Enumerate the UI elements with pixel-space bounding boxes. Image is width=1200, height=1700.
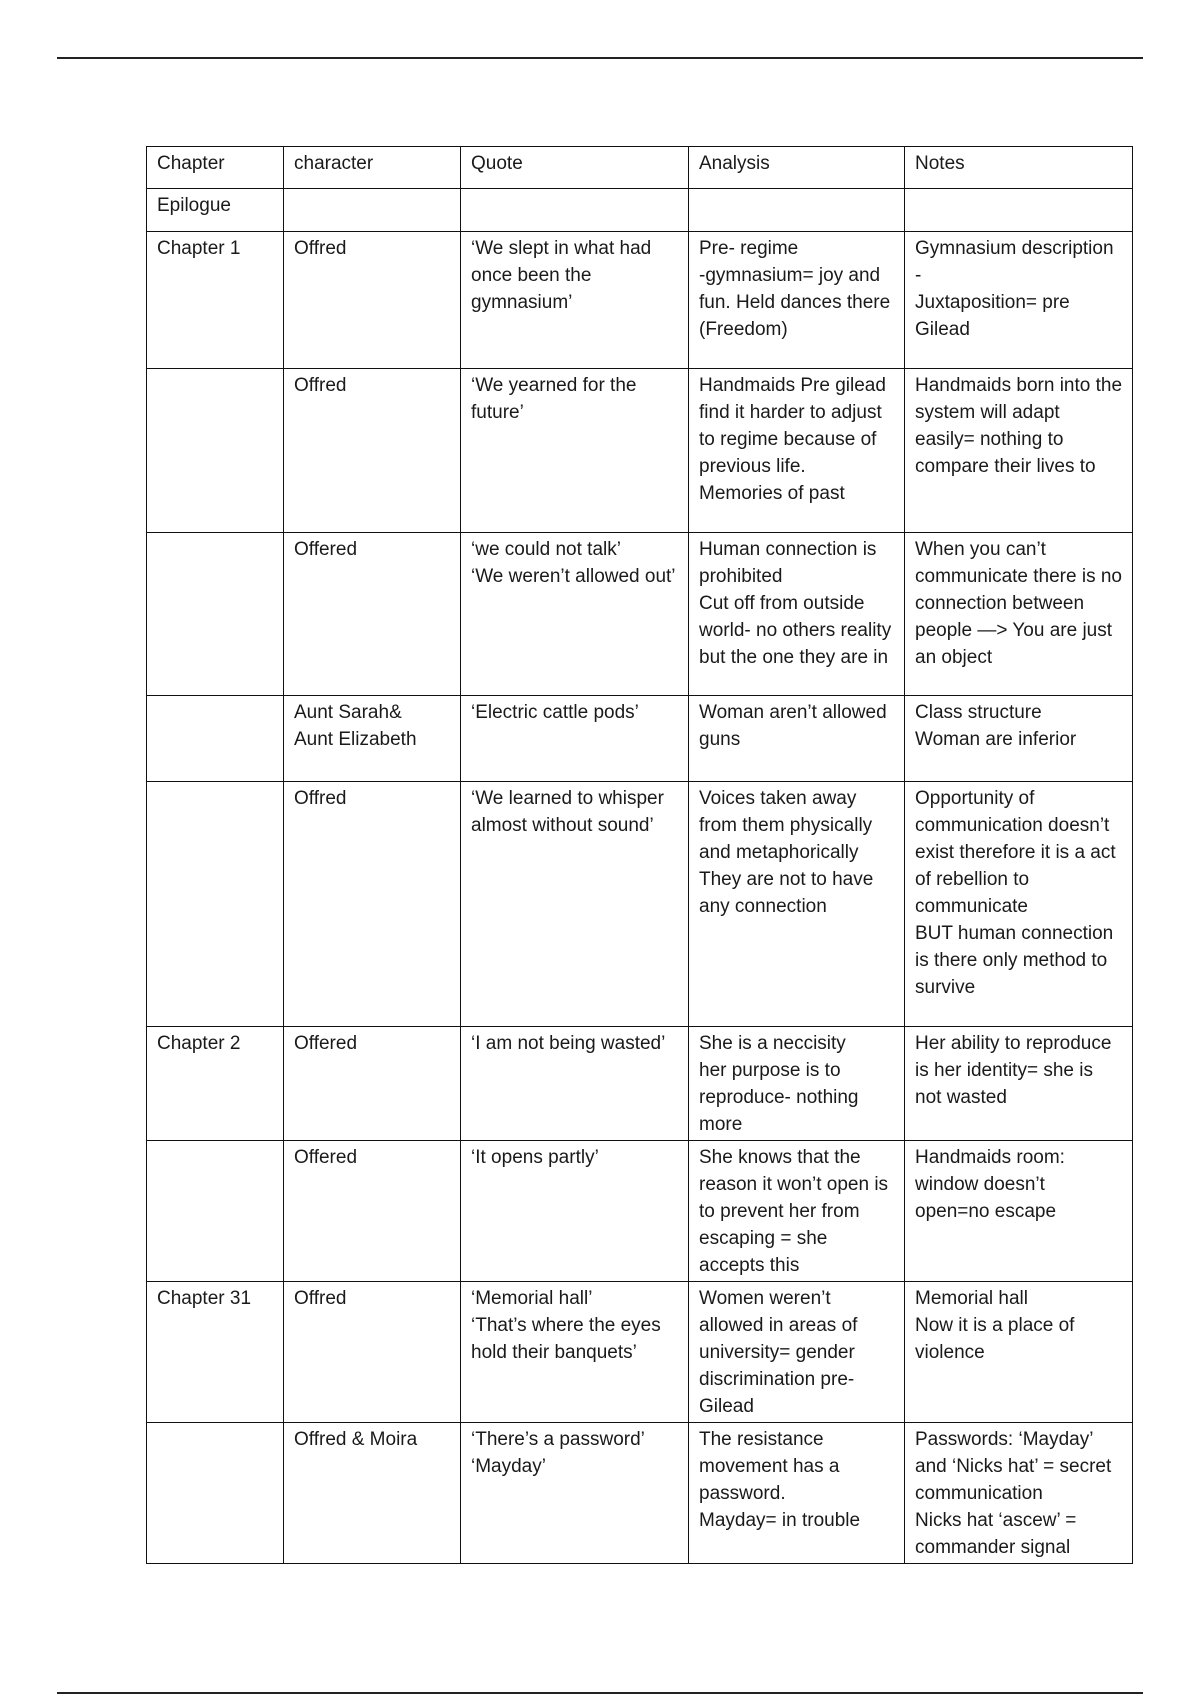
cell-quote: ‘Memorial hall’ ‘That’s where the eyes hold their banquets’ — [461, 1282, 689, 1423]
cell-notes: When you can’t communicate there is no connection between people —> You are just an object — [905, 533, 1133, 696]
table-row — [147, 1141, 1133, 1282]
cell-quote — [461, 189, 689, 232]
cell-character: Offred — [284, 232, 461, 369]
cell-character: Offred — [284, 1282, 461, 1423]
cell-character: Offered — [284, 1027, 461, 1141]
cell-quote: ‘we could not talk’ ‘We weren’t allowed out’ — [461, 533, 689, 696]
cell-chapter: Chapter 2 — [147, 1027, 284, 1141]
cell-chapter: Chapter 1 — [147, 232, 284, 369]
cell-chapter — [147, 696, 284, 782]
header-row — [147, 147, 1133, 189]
cell-notes: Her ability to reproduce is her identity= she is not wasted — [905, 1027, 1133, 1141]
cell-analysis: Human connection is prohibited Cut off from outside world- no others reality but the one they are in — [689, 533, 905, 696]
bottom-rule — [57, 1692, 1143, 1694]
cell-analysis: The resistance movement has a password. Mayday= in trouble — [689, 1423, 905, 1564]
cell-analysis: Women weren’t allowed in areas of university= gender discrimination pre-Gilead — [689, 1282, 905, 1423]
header-quote: Quote — [461, 147, 689, 189]
cell-notes — [905, 189, 1133, 232]
cell-quote: ‘We slept in what had once been the gymnasium’ — [461, 232, 689, 369]
cell-analysis: Voices taken away from them physically and metaphorically They are not to have any connection — [689, 782, 905, 1027]
table-row — [147, 189, 1133, 232]
cell-analysis: Handmaids Pre gilead find it harder to adjust to regime because of previous life. Memories of past — [689, 369, 905, 533]
cell-quote: ‘We yearned for the future’ — [461, 369, 689, 533]
cell-chapter: Chapter 31 — [147, 1282, 284, 1423]
cell-quote: ‘Electric cattle pods’ — [461, 696, 689, 782]
cell-chapter — [147, 782, 284, 1027]
table-row — [147, 1282, 1133, 1423]
cell-character: Offered — [284, 533, 461, 696]
cell-quote: ‘We learned to whisper almost without sound’ — [461, 782, 689, 1027]
cell-notes: Memorial hall Now it is a place of violence — [905, 1282, 1133, 1423]
cell-notes: Handmaids room: window doesn’t open=no escape — [905, 1141, 1133, 1282]
cell-chapter: Epilogue — [147, 189, 284, 232]
cell-chapter — [147, 369, 284, 533]
cell-notes: Passwords: ‘Mayday’ and ‘Nicks hat’ = secret communication Nicks hat ‘ascew’ = commander signal — [905, 1423, 1133, 1564]
header-chapter: Chapter — [147, 147, 284, 189]
cell-analysis: She knows that the reason it won’t open is to prevent her from escaping = she accepts this — [689, 1141, 905, 1282]
table-row — [147, 369, 1133, 533]
cell-character: Offred — [284, 782, 461, 1027]
cell-chapter — [147, 1141, 284, 1282]
cell-analysis — [689, 189, 905, 232]
cell-chapter — [147, 1423, 284, 1564]
cell-quote: ‘I am not being wasted’ — [461, 1027, 689, 1141]
cell-character — [284, 189, 461, 232]
cell-analysis: She is a neccisity her purpose is to reproduce- nothing more — [689, 1027, 905, 1141]
header-character: character — [284, 147, 461, 189]
cell-chapter — [147, 533, 284, 696]
cell-analysis: Woman aren’t allowed guns — [689, 696, 905, 782]
table-row — [147, 533, 1133, 696]
cell-analysis: Pre- regime -gymnasium= joy and fun. Held dances there (Freedom) — [689, 232, 905, 369]
cell-character: Offred — [284, 369, 461, 533]
header-analysis: Analysis — [689, 147, 905, 189]
cell-character: Offred & Moira — [284, 1423, 461, 1564]
cell-notes: Opportunity of communication doesn’t exist therefore it is a act of rebellion to communicate BUT human connection is there only method to survive — [905, 782, 1133, 1027]
top-rule — [57, 57, 1143, 59]
cell-quote: ‘It opens partly’ — [461, 1141, 689, 1282]
cell-notes: Gymnasium description - Juxtaposition= pre Gilead — [905, 232, 1133, 369]
table-row — [147, 696, 1133, 782]
cell-notes: Class structure Woman are inferior — [905, 696, 1133, 782]
table-row — [147, 1423, 1133, 1564]
chapter-notes-table — [146, 146, 1133, 1564]
table-row — [147, 782, 1133, 1027]
cell-character: Offered — [284, 1141, 461, 1282]
cell-quote: ‘There’s a password’ ‘Mayday’ — [461, 1423, 689, 1564]
header-notes: Notes — [905, 147, 1133, 189]
table-row — [147, 232, 1133, 369]
cell-notes: Handmaids born into the system will adapt easily= nothing to compare their lives to — [905, 369, 1133, 533]
table-row — [147, 1027, 1133, 1141]
cell-character: Aunt Sarah& Aunt Elizabeth — [284, 696, 461, 782]
